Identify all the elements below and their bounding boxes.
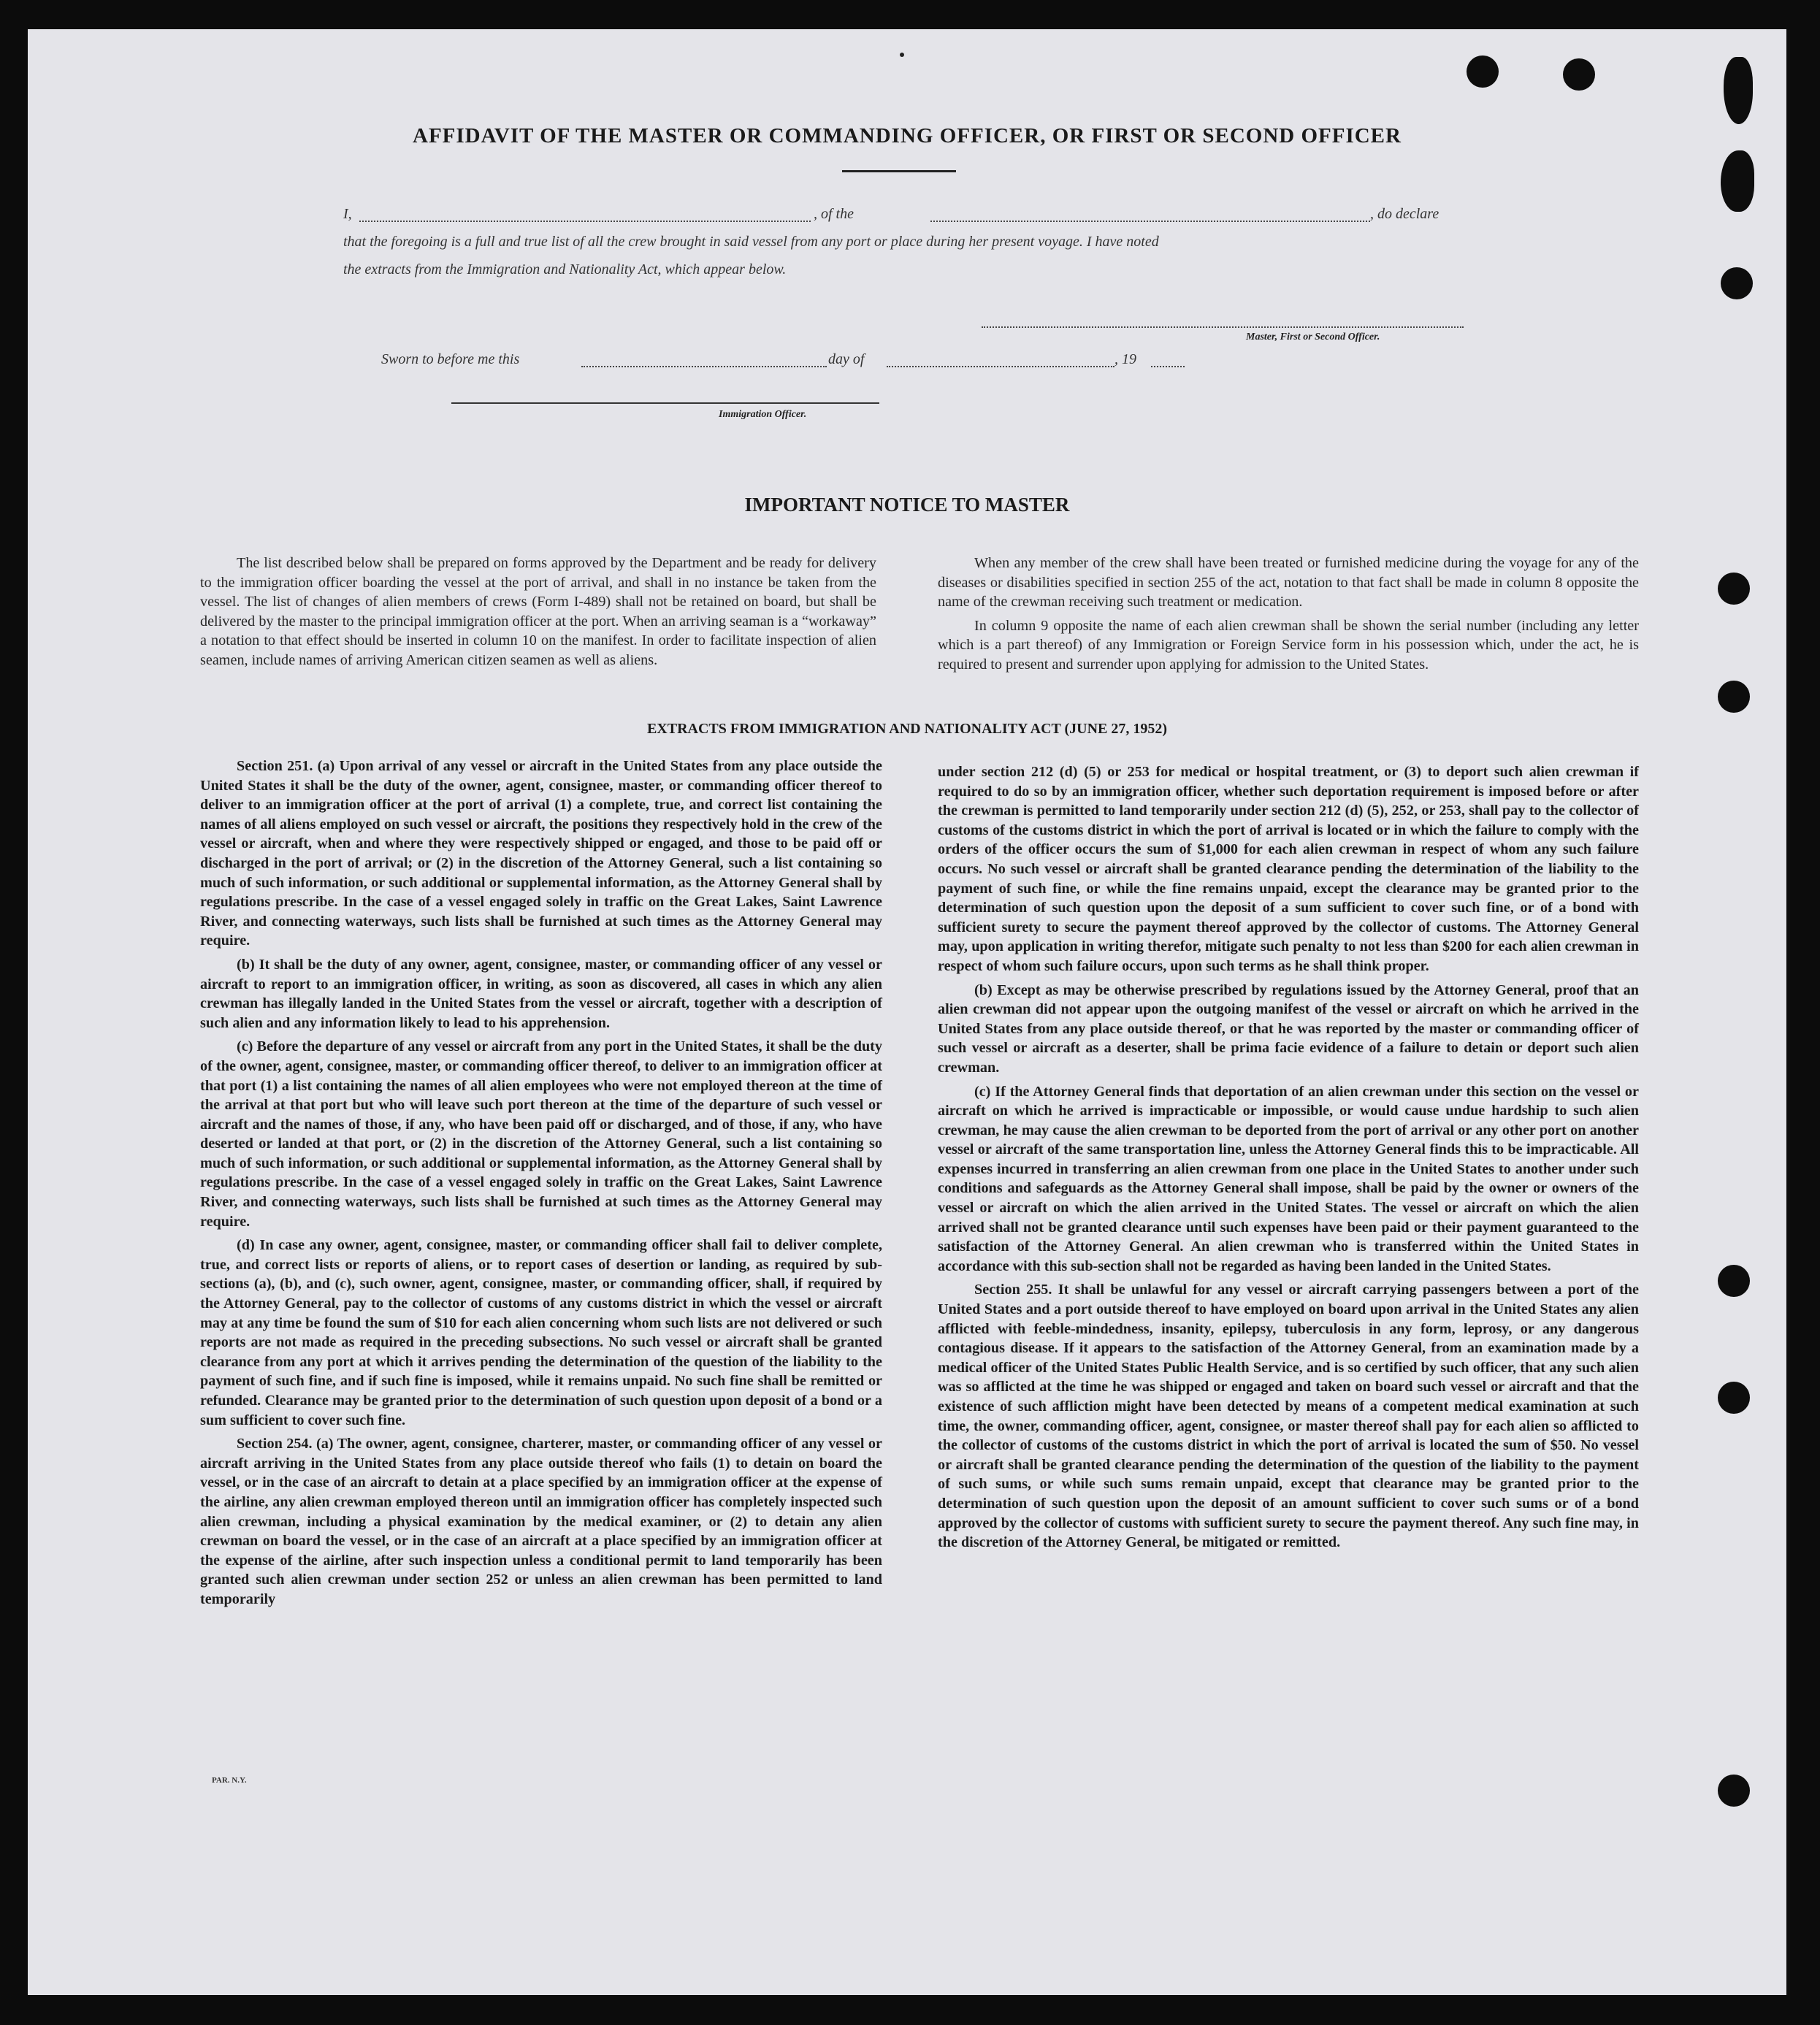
- ink-speck: [900, 53, 904, 57]
- extracts-left-column: [200, 757, 882, 1614]
- notice-paragraph: When any member of the crew shall have been treated or furnished medicine during the voyage for any of the diseases or disabilities specified in section 255 of the act, notation to that fact shall be made in column 8 opposite the name of the crewman receiving such treatment or medication.: [938, 555, 1639, 610]
- vessel-name-blank[interactable]: [930, 221, 1370, 222]
- notice-paragraph: The list described below shall be prepared on forms approved by the Department and be ready for delivery to the immigration officer boarding the vessel at the port of arrival, and shall in no instance be taken from the vessel. The list of changes of alien members of crews (Form I-489) shall not be retained on board, but shall be delivered by the master to the principal immigration officer at the port. When an arriving seaman is a “workaway” a notation to that effect should be inserted in column 10 on the manifest. In order to facilitate inspection of alien seamen, include names of arriving American citizen seamen as well as aliens.: [200, 555, 876, 668]
- day-of-label: day of: [828, 351, 865, 367]
- sworn-label: Sworn to before me this: [381, 351, 520, 367]
- affidavit-title: AFFIDAVIT OF THE MASTER OR COMMANDING OFFICER, OR FIRST OR SECOND OFFICER: [413, 124, 1402, 148]
- punch-hole: [1718, 1265, 1750, 1297]
- declarant-name-blank[interactable]: [359, 221, 811, 222]
- extracts-title: EXTRACTS FROM IMMIGRATION AND NATIONALITY ACT (JUNE 27, 1952): [646, 721, 1168, 737]
- printer-mark: PAR. N.Y.: [212, 1776, 247, 1785]
- sworn-year-blank[interactable]: [1151, 366, 1185, 367]
- punch-hole: [1718, 573, 1750, 605]
- punch-hole: [1724, 57, 1753, 124]
- vessel-label: , of the: [814, 206, 854, 222]
- section-254-a-cont: under section 212 (d) (5) or 253 for medical or hospital treatment, or (3) to deport such alien crewman if required to do so by an immigration officer, whether such deportation requirement is imposed before or after the crewman is permitted to land temporarily under section 212 (d) (5), 252, or 253, shall pay to the collector of customs of the customs district in which the port of arrival is located or in which the failure to comply with the orders of the officer occurs the sum of $1,000 for each alien crewman in respect of whom any such failure occurs. No such vessel or aircraft shall be granted clearance pending the determination of the liability to the payment of such fine, or while the fine remains unpaid, except the clearance may be granted prior to the determination of such question upon the deposit of a sum sufficient to cover such fine, or of a bond with sufficient surety to secure the payment thereof approved by the collector of customs. The Attorney General may, upon application in writing therefor, mitigate such penalty to not less than $200 for each alien crewman in respect of whom such failure occurs, upon such terms as he shall think proper.: [938, 764, 1639, 974]
- section-254-b: (b) Except as may be otherwise prescribed by regulations issued by the Attorney General, proof that an alien crewman did not appear upon the outgoing manifest of the vessel or aircraft on which he arrived in the United States from any place outside thereof, or that he was reported by the master or commanding officer of such vessel or aircraft as a deserter, shall be prima facie evidence of a failure to detain or deport such alien crewman.: [938, 981, 1639, 1076]
- section-255: Section 255. It shall be unlawful for any vessel or aircraft carrying passengers between a port of the United States and a port outside thereof to have employed on board upon arrival in the United States any alien afflicted with feeble-mindedness, insanity, epilepsy, tuberculosis in any form, leprosy, or any dangerous contagious disease. If it appears to the satisfaction of the Attorney General, from an examination made by a medical officer of the United States Public Health Service, and is so certified by such officer, that any such alien was so afflicted at the time he was shipped or engaged and taken on board such vessel or aircraft and that the existence of such affliction might have been detected by means of a competent medical examination at such time, the owner, commanding officer, agent, consignee, or master thereof shall pay for each alien so afflicted to the collector of customs of the customs district in which the port of arrival is located the sum of $50. No vessel or aircraft shall be granted clearance pending the determination of the question of the liability to the payment of such sums, or while such sums remain unpaid, except that clearance may be granted prior to the determination of such question upon the deposit of an amount sufficient to cover such sums or of a bond approved by the collector of customs with sufficient surety to secure the payment thereof. Any such fine may, in the discretion of the Attorney General, be mitigated or remitted.: [938, 1282, 1639, 1551]
- section-251-a: Section 251. (a) Upon arrival of any vessel or aircraft in the United States from any place outside the United States it shall be the duty of the owner, agent, consignee, master, or commanding officer thereof to deliver to an immigration officer at the port of arrival (1) a complete, true, and correct list containing the names of all aliens employed on such vessel or aircraft, the positions they respectively hold in the crew of the vessel or aircraft, when and where they were respectively shipped or engaged, and those to be paid off or discharged in the port of arrival; or (2) in the discretion of the Attorney General, such a list containing so much of such information, or such additional or supplemental information, as the Attorney General shall by regulations prescribe. In the case of a vessel engaged solely in traffic on the Great Lakes, Saint Lawrence River, and connecting waterways, such lists shall be furnished at such times as the Attorney General may require.: [200, 758, 882, 949]
- affidavit-statement-cont: the extracts from the Immigration and Nationality Act, which appear below.: [343, 261, 787, 277]
- sworn-day-blank[interactable]: [581, 366, 827, 367]
- section-251-c: (c) Before the departure of any vessel or aircraft from any port in the United States, it shall be the duty of the owner, agent, consignee, master, or commanding officer thereof, to deliver to an immigration officer at that port (1) a list containing the names of all alien employees who were not employed thereon at the time of the arrival at that port but who will leave such port thereon at the time of the departure of such vessel or aircraft and the names of those, if any, who have been paid off or discharged, and of those, if any, who have deserted or landed at that port, or (2) in the discretion of the Attorney General, such a list containing so much of such information, or such additional or supplemental information, as the Attorney General shall by regulations prescribe. In the case of a vessel engaged solely in traffic on the Great Lakes, Saint Lawrence River, and connecting waterways, such lists shall be furnished at such times as the Attorney General may require.: [200, 1038, 882, 1230]
- notice-title: IMPORTANT NOTICE TO MASTER: [744, 494, 1070, 516]
- declare-label: , do declare: [1370, 206, 1439, 222]
- master-signature-blank[interactable]: [982, 326, 1464, 328]
- section-251-d: (d) In case any owner, agent, consignee, master, or commanding officer shall fail to deliver complete, true, and correct lists or reports of aliens, or to report cases of desertion or landing, as required by sub-sections (a), (b), and (c), such owner, agent, consignee, master, or commanding officer, shall, if required by the Attorney General, pay to the collector of customs of any customs district in which the vessel or aircraft may at any time be found the sum of $10 for each alien concerning whom such lists are not delivered or such reports are not made as required in the preceding subsections. No such vessel or aircraft shall be granted clearance from any port at which it arrives pending the determination of the question of the liability to the payment of such fine, and if such fine is imposed, while it remains unpaid. No such fine shall be remitted or refunded. Clearance may be granted prior to the determination of such question upon deposit of a bond or a sum sufficient to cover such fine.: [200, 1237, 882, 1428]
- punch-hole: [1718, 1775, 1750, 1807]
- sworn-month-blank[interactable]: [887, 366, 1114, 367]
- punch-hole: [1718, 681, 1750, 713]
- master-signature-caption: Master, First or Second Officer.: [1246, 332, 1380, 342]
- declarant-label: I,: [343, 206, 352, 222]
- punch-hole: [1467, 55, 1499, 88]
- notice-left-column: [200, 554, 876, 675]
- form-page: [28, 29, 1786, 1995]
- year-label: , 19: [1114, 351, 1136, 367]
- punch-hole: [1721, 267, 1753, 299]
- section-254-a: Section 254. (a) The owner, agent, consignee, charterer, master, or commanding officer of any vessel or aircraft arriving in the United States from any place outside thereof who fails (1) to detain on board the vessel, or in the case of an aircraft to detain at a place specified by an immigration officer at the expense of the airline, any alien crewman employed thereon until an immigration officer has completely inspected such alien crewman, including a physical examination by the medical examiner, or (2) to detain any alien crewman on board the vessel, or in the case of an aircraft at a place specified by an immigration officer at the expense of the airline, after such inspection unless a conditional permit to land temporarily has been granted such alien crewman under section 252 or unless an alien crewman has been permitted to land temporarily: [200, 1436, 882, 1607]
- punch-hole: [1718, 1382, 1750, 1414]
- punch-hole: [1563, 58, 1595, 91]
- section-254-c: (c) If the Attorney General finds that deportation of an alien crewman under this section on the vessel or aircraft on which he arrived is impracticable or impossible, or would cause undue hardship to such alien crewman, he may cause the alien crewman to be deported from the port of arrival or any other port on another vessel or aircraft of the same transportation line, unless the Attorney General finds this to be impracticable. All expenses incurred in transferring an alien crewman from one place in the United States to another under such conditions and safeguards as the Attorney General shall impose, shall be paid by the owner or owners of the vessel or aircraft on which the alien arrived in the United States. The vessel or aircraft on which the alien arrived shall not be granted clearance until such expenses have been paid or their payment guaranteed to the satisfaction of the Attorney General. An alien crewman who is transferred within the United States in accordance with this sub-section shall not be regarded as having been landed in the United States.: [938, 1083, 1639, 1274]
- extracts-right-column: [938, 762, 1639, 1557]
- punch-hole: [1721, 150, 1754, 212]
- section-251-b: (b) It shall be the duty of any owner, agent, consignee, master, or commanding officer of any vessel or aircraft to report to an immigration officer, in writing, as soon as discovered, all cases in which any alien crewman has illegally landed in the United States from the vessel or aircraft, together with a description of such alien and any information likely to lead to his apprehension.: [200, 956, 882, 1031]
- title-rule: [842, 170, 956, 172]
- immigration-officer-signature-line[interactable]: [451, 402, 879, 404]
- immigration-officer-caption: Immigration Officer.: [719, 409, 807, 420]
- affidavit-statement: that the foregoing is a full and true list of all the crew brought in said vessel from any port or place during her present voyage. I have noted: [343, 234, 1159, 250]
- notice-paragraph: In column 9 opposite the name of each alien crewman shall be shown the serial number (including any letter which is a part thereof) of any Immigration or Foreign Service form in his possession which, under the act, he is required to present and surrender upon applying for admission to the United States.: [938, 617, 1639, 673]
- notice-right-column: [938, 554, 1639, 679]
